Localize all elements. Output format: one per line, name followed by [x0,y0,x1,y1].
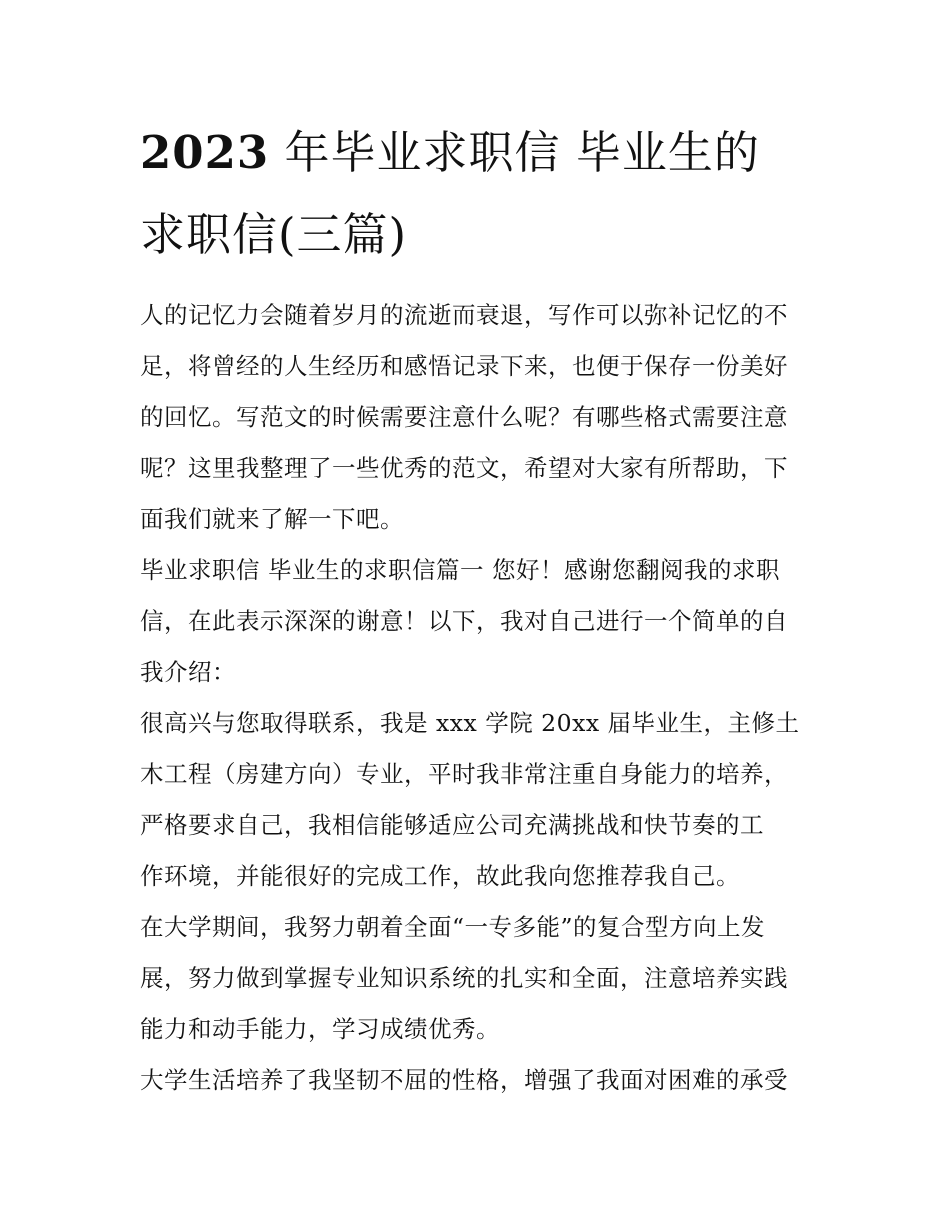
text-line: 能力和动手能力，学习成绩优秀。 [140,1015,500,1043]
text-line: 作环境，并能很好的完成工作，故此我向您推荐我自己。 [140,862,740,890]
paragraph-university-study [140,902,815,1055]
paragraph-university-life [140,1055,815,1106]
document-title [140,112,815,276]
title-line-1-text: 年毕业求职信 毕业生的 [269,126,760,179]
text-line: 的回忆。写范文的时候需要注意什么呢？有哪些格式需要注意 [140,403,788,431]
text-line: 面我们就来了解一下吧。 [140,505,404,533]
paragraph-intro [140,290,815,545]
title-year: 2023 [140,126,270,179]
text-line: 严格要求自己，我相信能够适应公司充满挑战和快节奏的工 [140,811,764,839]
text-line: 在大学期间，我努力朝着全面“一专多能”的复合型方向上发 [140,913,766,941]
text-line: 大学生活培养了我坚韧不屈的性格，增强了我面对困难的承受 [140,1066,788,1094]
text-line: 很高兴与您取得联系，我是 xxx 学院 20xx 届毕业生，主修土 [140,709,800,737]
text-line: 足，将曾经的人生经历和感悟记录下来，也便于保存一份美好 [140,352,788,380]
paragraph-self-introduction [140,698,815,902]
text-line: 呢？这里我整理了一些优秀的范文，希望对大家有所帮助，下 [140,454,788,482]
text-line: 人的记忆力会随着岁月的流逝而衰退，写作可以弥补记忆的不 [140,301,788,329]
text-line: 信，在此表示深深的谢意！以下，我对自己进行一个简单的自 [140,607,788,635]
title-line-2: 求职信(三篇) [140,208,408,261]
title-line-1 [140,112,815,194]
text-line: 毕业求职信 毕业生的求职信篇一 您好！感谢您翻阅我的求职 [140,556,780,584]
document-body [140,112,815,1106]
text-line: 木工程（房建方向）专业，平时我非常注重自身能力的培养， [140,760,788,788]
text-line: 我介绍： [140,658,236,686]
paragraph-letter-opening [140,545,815,698]
text-line: 展，努力做到掌握专业知识系统的扎实和全面，注意培养实践 [140,964,788,992]
